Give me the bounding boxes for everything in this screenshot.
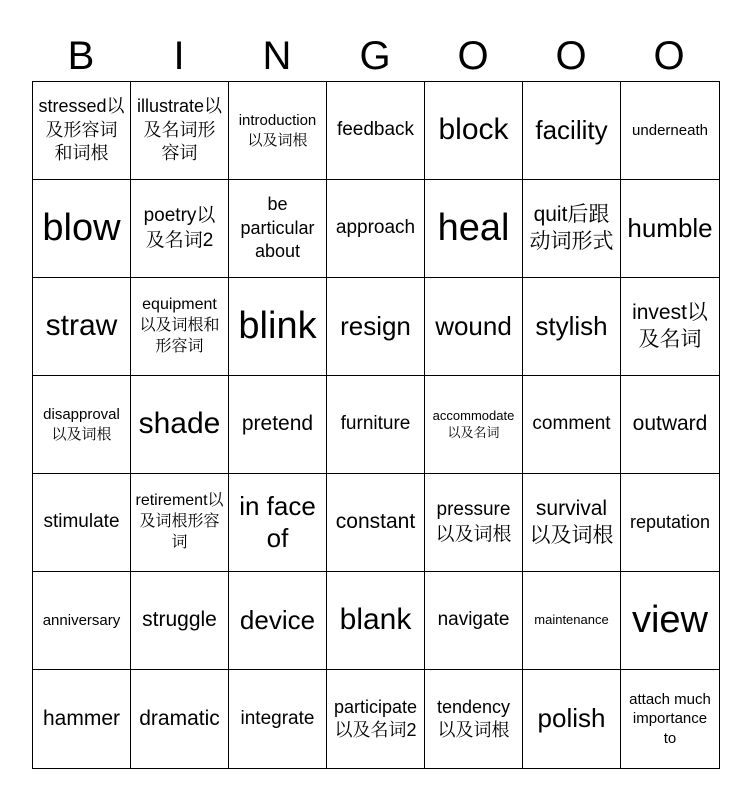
bingo-cell[interactable] [33, 180, 131, 278]
cell-text: furniture [340, 413, 411, 435]
cell-text: blank [339, 603, 412, 637]
cell-text: blow [42, 206, 121, 249]
cell-text: outward [632, 412, 708, 436]
bingo-cell[interactable] [33, 82, 131, 180]
cell-text: participate以及名词2 [333, 696, 418, 740]
cell-text: heal [437, 206, 510, 249]
bingo-cell[interactable] [131, 82, 229, 180]
bingo-board [32, 81, 720, 769]
cell-text: polish [537, 703, 606, 734]
cell-text: tendency以及词根 [436, 696, 511, 740]
cell-text: be particular about [240, 194, 315, 262]
cell-text: maintenance [534, 612, 609, 628]
bingo-cell[interactable] [425, 572, 523, 670]
cell-text: struggle [142, 608, 217, 632]
bingo-cell[interactable] [131, 474, 229, 572]
bingo-cell[interactable] [327, 278, 425, 376]
bingo-cell[interactable] [33, 376, 131, 474]
bingo-cell[interactable] [621, 180, 719, 278]
cell-text: attach much importance to [629, 690, 711, 747]
cell-text: survival以及词根 [529, 497, 614, 547]
bingo-cell[interactable] [131, 572, 229, 670]
cell-text: humble [627, 212, 713, 243]
cell-text: hammer [42, 706, 121, 730]
bingo-cell[interactable] [523, 474, 621, 572]
bingo-cell[interactable] [523, 572, 621, 670]
bingo-cell[interactable] [131, 376, 229, 474]
bingo-cell[interactable] [523, 82, 621, 180]
bingo-cell[interactable] [131, 670, 229, 768]
header-letter-5: O [457, 34, 489, 78]
cell-text: quit后跟动词形式 [529, 203, 614, 253]
bingo-cell[interactable] [621, 474, 719, 572]
cell-text: poetry以及名词2 [143, 204, 216, 251]
bingo-cell[interactable] [523, 180, 621, 278]
cell-text: stimulate [43, 511, 120, 533]
cell-text: constant [335, 510, 416, 534]
header-letter-1: B [67, 34, 95, 78]
cell-text: navigate [437, 609, 510, 631]
cell-text: underneath [632, 121, 708, 139]
header-letter-2: I [173, 34, 185, 78]
cell-text: comment [532, 413, 611, 435]
bingo-cell[interactable] [621, 376, 719, 474]
bingo-cell[interactable] [33, 474, 131, 572]
cell-text: in face of [239, 491, 316, 553]
cell-text: shade [138, 407, 221, 441]
cell-text: invest以及名词 [632, 301, 708, 351]
bingo-cell[interactable] [327, 572, 425, 670]
bingo-cell[interactable] [33, 572, 131, 670]
cell-text: resign [340, 310, 411, 341]
bingo-cell[interactable] [523, 376, 621, 474]
cell-text: pressure以及词根 [435, 498, 512, 545]
bingo-cell[interactable] [229, 474, 327, 572]
header-letter-7: O [653, 34, 685, 78]
cell-text: dramatic [139, 706, 220, 730]
cell-text: blink [238, 304, 317, 347]
bingo-cell[interactable] [327, 670, 425, 768]
bingo-header [32, 30, 720, 82]
cell-text: block [438, 113, 509, 147]
bingo-cell[interactable] [131, 180, 229, 278]
cell-text: approach [335, 217, 416, 239]
cell-text: accommodate以及名词 [432, 407, 515, 440]
bingo-cell[interactable] [229, 180, 327, 278]
bingo-cell[interactable] [425, 670, 523, 768]
bingo-cell[interactable] [621, 670, 719, 768]
header-letter-6: O [555, 34, 587, 78]
bingo-cell[interactable] [425, 474, 523, 572]
bingo-cell[interactable] [621, 572, 719, 670]
cell-text: straw [45, 309, 118, 343]
bingo-cell[interactable] [425, 180, 523, 278]
cell-text: retirement以及词根形容词 [135, 492, 224, 551]
bingo-cell[interactable] [327, 474, 425, 572]
bingo-cell[interactable] [33, 670, 131, 768]
bingo-cell[interactable] [229, 278, 327, 376]
bingo-cell[interactable] [33, 278, 131, 376]
bingo-cell[interactable] [621, 82, 719, 180]
cell-text: disapproval以及词根 [43, 406, 120, 443]
bingo-cell[interactable] [327, 180, 425, 278]
cell-text: feedback [336, 119, 415, 141]
bingo-cell[interactable] [327, 376, 425, 474]
cell-text: illustrate以及名词形容词 [136, 96, 223, 164]
cell-text: wound [435, 310, 512, 341]
bingo-cell[interactable] [327, 82, 425, 180]
bingo-cell[interactable] [229, 572, 327, 670]
cell-text: stressed以及形容词和词根 [38, 96, 125, 164]
bingo-cell[interactable] [131, 278, 229, 376]
bingo-cell[interactable] [229, 82, 327, 180]
bingo-cell[interactable] [425, 278, 523, 376]
bingo-cell[interactable] [229, 670, 327, 768]
bingo-cell[interactable] [523, 278, 621, 376]
cell-text: integrate [240, 707, 315, 729]
cell-text: facility [535, 114, 608, 145]
cell-text: device [239, 604, 316, 635]
bingo-cell[interactable] [425, 82, 523, 180]
cell-text: stylish [535, 310, 608, 341]
header-letter-4: G [359, 34, 391, 78]
bingo-cell[interactable] [425, 376, 523, 474]
cell-text: view [631, 598, 709, 641]
cell-text: reputation [629, 511, 711, 532]
bingo-cell[interactable] [621, 278, 719, 376]
cell-text: introduction以及词根 [238, 112, 317, 149]
bingo-cell[interactable] [229, 376, 327, 474]
header-letter-3: N [262, 34, 292, 78]
cell-text: anniversary [42, 611, 121, 629]
cell-text: equipment以及词根和形容词 [139, 296, 220, 355]
bingo-cell[interactable] [523, 670, 621, 768]
cell-text: pretend [241, 412, 314, 436]
